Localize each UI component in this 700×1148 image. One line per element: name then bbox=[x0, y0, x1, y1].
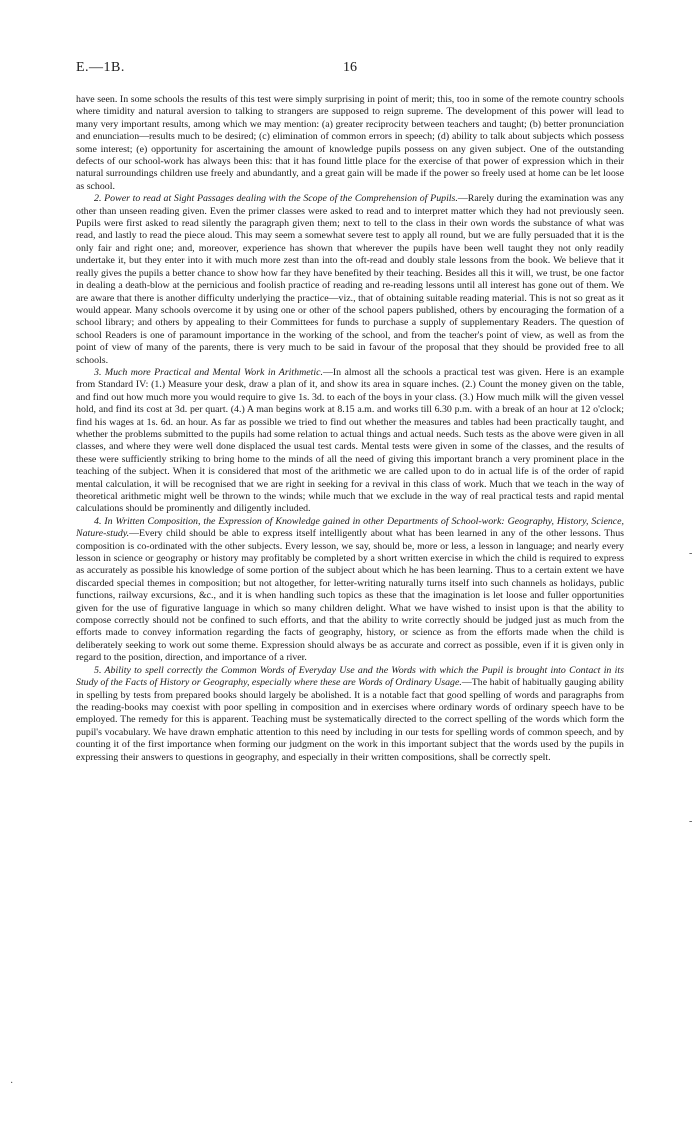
paragraph-2 bbox=[76, 193, 624, 367]
document-code: E.—1B. bbox=[76, 60, 125, 75]
paragraph-3-heading: 3. Much more Practical and Mental Work in Arithmetic. bbox=[94, 366, 323, 378]
paragraph-2-text: —Rarely during the examination was any other than unseen reading given. Even the primer classes were asked to read and to interpret matter which they had not previously seen. Pupils were first asked to read silently the paragraph given them; next to tell to the class in their own words the substance of what was read, and lastly to read the piece aloud. This may seem a somewhat severe test to apply all round, but we are fully persuaded that it is the only fair and right one; and, moreover, experience has shown that wherever the pupils have been well taught they not only readily undertake it, but they enter into it with much more zest than into the oft-read and doubly stale lessons from the book. We believe that it really gives the pupils a better chance to show how far they have benefited by their teaching. Besides all this it will, we trust, be one factor in dealing a death-blow at the pernicious and foolish practice of reading and re-reading lessons until all interest has gone out of them. We are aware that there is another difficulty underlying the practice—viz., that of obtaining suitable reading material. This is not so great as it would appear. Many schools overcome it by using one or other of the school papers published, others by encouraging the formation of a school library; and others by appealing to their Committees for funds to purchase a supply of supplementary Readers. The question of school Readers is one of paramount importance in the working of the school, and from the teacher's point of view, as well as from the point of view of many of the parents, there is very much to be said in favour of the proposal that they should be provided free to all schools. bbox=[76, 193, 624, 366]
page-header bbox=[76, 60, 624, 84]
paragraph-4-text: —Every child should be able to express itself intelligently about what has been learned in any of the other lessons. Thus composition is co-ordinated with the other subjects. Every lesson, we say, should be, more or less, a lesson in language; and nearly every lesson in science or geography or history may profitably be completed by a short written exercise in which the child is required to express as accurately as possible his knowledge of some portion of the subject about which he has been learning. Thus to a certain extent we have discarded special themes in composition; but not altogether, for letter-writing naturally turns itself into such channels as holidays, public functions, railway excursions, &c., and it is when handling such topics as these that the imagination is let loose and fuller opportunities given for the use of figurative language in which so many children delight. What we have wished to insist upon is that the ability to compose correctly should not be confined to such efforts, and that the ability to write correctly should be judged just as much from the efforts made to convey information regarding the facts of geography, history, or science as from the efforts made when the child is deliberately seeking to work out some theme. Expression should always be as accurate and correct as possible, even if it is given only in regard to the position, direction, and importance of a river. bbox=[76, 528, 624, 664]
margin-dot-icon: · bbox=[10, 1078, 14, 1089]
margin-mark-icon: - bbox=[689, 548, 693, 559]
paragraph-1-text: have seen. In some schools the results of this test were simply surprising in point of merit; this, too in some of the remote country schools where timidity and natural aversion to talking to strangers are supposed to reign supreme. The development of this power will lead to many very important results, among which we may mention: (a) greater reciprocity between teachers and taught; (b) better pronunciation and enunciation—results much to be desired; (c) elimination of common errors in speech; (d) ability to talk about subjects which possess some interest; (e) opportunity for ascertaining the amount of knowledge pupils possess on any given subject. One of the outstanding defects of our school-work has always been this: that it has found little place for the exercise of that power of expression which in their natural surroundings children use freely and abundantly, and a great gain will be made if the power so freely used at home can be let loose as school. bbox=[76, 94, 624, 192]
paragraph-3-text: —In almost all the schools a practical test was given. Here is an example from Standard IV: (1.) Measure your desk, draw a plan of it, and show its area in square inches. (2.) Count the money given on the table, and find out how much more you would require to give 1s. 3d. to each of the boys in your class. (3.) How much milk will the given vessel hold, and find its cost at 3d. per quart. (4.) A man begins work at 8.15 a.m. and works till 6.30 p.m. with a break of an hour at 12 o'clock; find his wages at 1s. 6d. an hour. As far as possible we tried to find out whether the measures and tables had been practically taught, and whether the problems submitted to the pupils had some relation to actual things and actual needs. Such tests as the above were given in all classes, and where they were well done displaced the usual test cards. Mental tests were given in some of the classes, and the results of these were sufficiently striking to bring home to the minds of all the need of giving this important branch a very prominent place in the teaching of the subject. When it is considered that most of the arithmetic we are called upon to do in actual life is of the order of rapid mental calculation, it will be recognised that we are right in seeking for a revival in this class of work. Much that we teach in the way of theoretical arithmetic might well be thrown to the winds; while much that we exclude in the way of real practical tests and rapid mental calculations should be prominently and diligently included. bbox=[76, 366, 624, 515]
paragraph-1 bbox=[76, 94, 624, 193]
page-number: 16 bbox=[343, 60, 357, 75]
paragraph-5-text: —The habit of habitually gauging ability in spelling by tests from prepared books should largely be abolished. It is a notable fact that good spelling of words and paragraphs from the reading-books may coexist with poor spelling in composition and in exercises where ordinary words of ordinary speech have to be employed. The remedy for this is apparent. Teaching must be systematically directed to the correct spelling of the words which form the pupil's vocabulary. We have drawn emphatic attention to this need by including in our tests for spelling words of common speech, and by counting it of the first importance when forming our judgment on the work in this important subject that the words used by the pupils in expressing their answers to questions in geography, and especially in their written compositions, shall be correctly spelt. bbox=[76, 677, 624, 763]
paragraph-3 bbox=[76, 367, 624, 516]
paragraph-2-heading: 2. Power to read at Sight Passages dealing with the Scope of the Comprehension of Pupils. bbox=[94, 193, 458, 205]
paragraph-4 bbox=[76, 516, 624, 665]
paragraph-5-heading: 5. Ability to spell correctly the Common Words of Everyday Use and the Words with which the Pupil is brought into Contact in its Study of the Facts of History or Geography, especially where these are Words of Ordinary Usage. bbox=[76, 664, 624, 689]
margin-mark-icon: ‑ bbox=[689, 816, 693, 827]
document-page bbox=[76, 60, 624, 764]
body-text bbox=[76, 94, 624, 764]
paragraph-5 bbox=[76, 665, 624, 764]
paragraph-4-heading: 4. In Written Composition, the Expression of Knowledge gained in other Departments of School-work: Geography, History, Science, Nature-study. bbox=[76, 515, 624, 540]
